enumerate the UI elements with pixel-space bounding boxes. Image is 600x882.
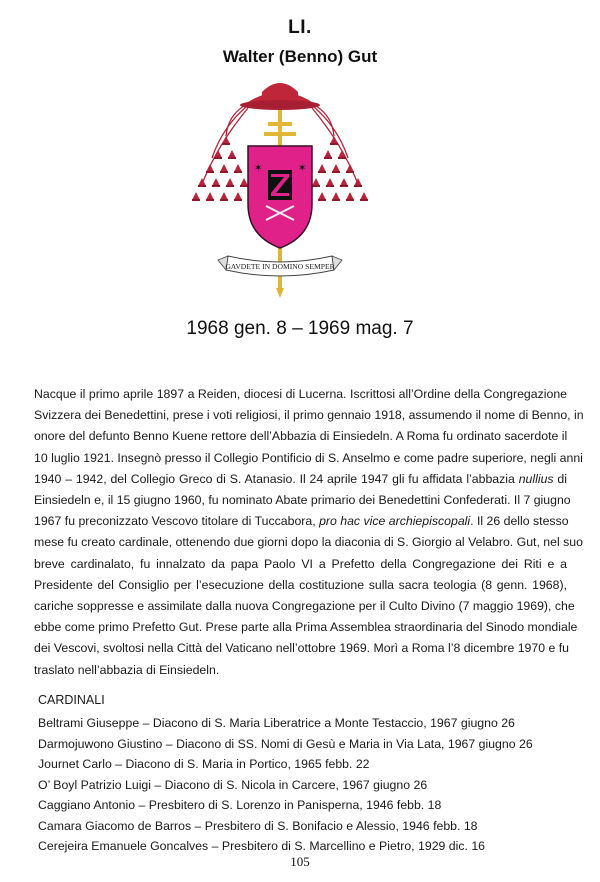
svg-text:✶: ✶ <box>254 163 263 174</box>
cardinals-list <box>38 713 568 857</box>
bio-line: 10 luglio 1921. Insegnò presso il Collegio Pontificio di S. Anselmo e come padre superiore, negli anni <box>34 450 583 465</box>
shield-icon <box>248 146 312 248</box>
cardinal-name-title: Walter (Benno) Gut <box>222 47 378 66</box>
bio-line: breve cardinalato, fu innalzato da papa Paolo VI a Prefetto della Congregazione dei Riti e a <box>34 556 567 571</box>
bio-line: Nacque il primo aprile 1897 a Reiden, diocesi di Lucerna. Iscrittosi all’Ordine della Congregazione <box>34 387 567 401</box>
list-item: Caggiano Antonio – Presbitero di S. Lorenzo in Panisperna, 1946 febb. 18 <box>38 798 442 812</box>
bio-line: mese fu creato cardinale, ottenendo due giorni dopo la diaconia di S. Giorgio al Velabro. Gut, nel suo <box>34 535 583 550</box>
motto-text: GAVDETE IN DOMINO SEMPER <box>225 262 335 271</box>
galero-hat-icon <box>240 83 320 110</box>
list-item: Camara Giacomo de Barros – Presbitero di S. Bonifacio e Alessio, 1946 febb. 18 <box>38 818 478 833</box>
bio-line: Einsiedeln e, il 15 giugno 1960, fu nominato Abate primario dei Benedettini Confederati. Il 7 giugno <box>34 493 571 508</box>
bio-line: onore del defunto Benno Kuene rettore dell’Abbazia di Einsiedeln. A Roma fu ordinato sacerdote il <box>34 429 568 444</box>
biography-paragraph <box>34 384 584 681</box>
list-item: Darmojuwono Giustino – Diacono di SS. Nomi di Gesù e Maria in Via Lata, 1967 giugno 26 <box>38 736 533 751</box>
term-dates: 1968 gen. 8 – 1969 mag. 7 <box>186 318 414 339</box>
coat-of-arms-icon <box>188 76 372 304</box>
list-item: O’ Boyl Patrizio Luigi – Diacono di S. Nicola in Carcere, 1967 giugno 26 <box>38 777 428 792</box>
bio-line: Presidente del Consiglio per l’esecuzione della costituzione sulla sacra teologia (8 genn. 1968), <box>34 577 567 592</box>
bio-line: cariche soppresse e assimilate dalla nuova Congregazione per il Culto Divino (7 maggio 1969), che <box>34 599 575 614</box>
bio-line: 1967 fu preconizzato Vescovo titolare di Tuccabora, pro hac vice archiepiscopali. Il 26 dello stesso <box>34 514 569 529</box>
bio-line: Svizzera dei Benedettini, prese i voti religiosi, il primo gennaio 1918, assumendo il nome di Benno, in <box>34 408 584 423</box>
svg-text:✶: ✶ <box>298 163 307 174</box>
page-number: 105 <box>290 854 310 869</box>
tassels-left <box>192 136 256 201</box>
list-item: Beltrami Giuseppe – Diacono di S. Maria Liberatrice a Monte Testaccio, 1967 giugno 26 <box>38 716 515 730</box>
bio-line: dei Vescovi, svoltosi nella Città del Vaticano nell’ottobre 1969. Morì a Roma l’8 dicembre 1970 e fu <box>34 641 569 656</box>
chapter-numeral: LI. <box>288 17 312 38</box>
bio-line: traslato nell’abbazia di Einsiedeln. <box>34 662 220 677</box>
bio-line: ebbe come primo Prefetto Gut. Prese parte alla Prima Assemblea straordinaria del Sinodo mondiale <box>34 620 578 635</box>
list-item: Journet Carlo – Diacono di S. Maria in Portico, 1965 febb. 22 <box>38 757 370 771</box>
list-item: Cerejeira Emanuele Goncalves – Presbitero di S. Marcellino e Pietro, 1929 dic. 16 <box>38 839 486 853</box>
cardinals-heading: CARDINALI <box>38 693 105 707</box>
bio-line: 1940 – 1942, del Collegio Greco di S. Atanasio. Il 24 aprile 1947 gli fu affidata l’abbazia nullius di <box>34 471 567 486</box>
tassels-right <box>304 136 368 201</box>
